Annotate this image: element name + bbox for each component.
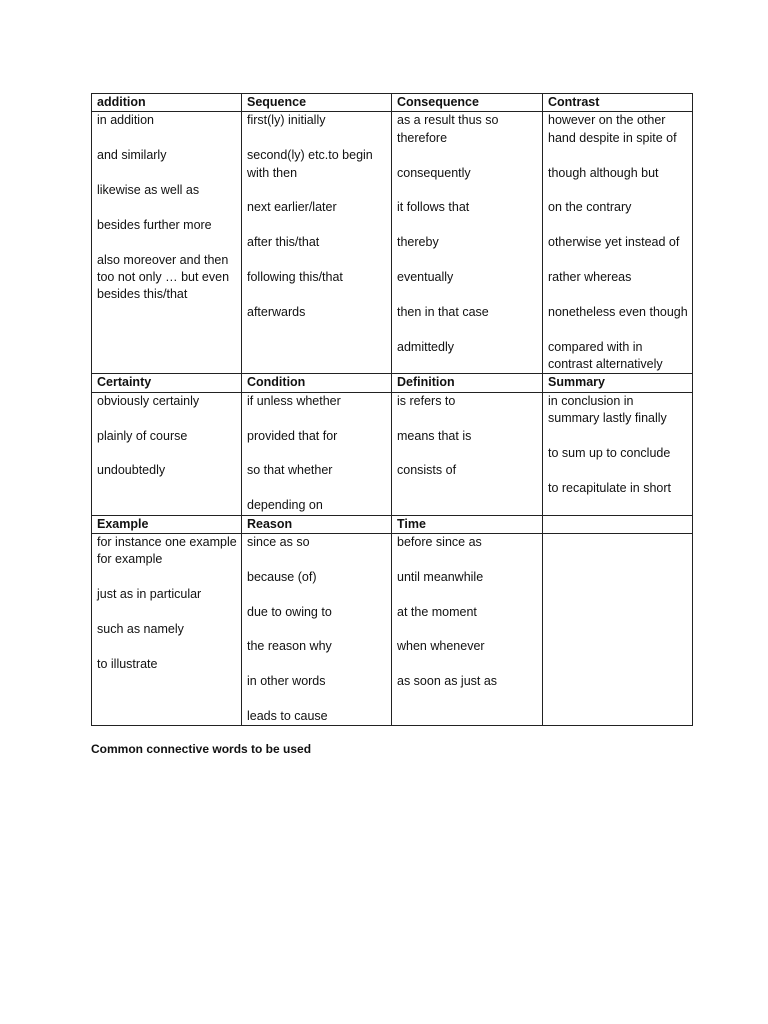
column-header: addition — [92, 94, 242, 112]
connective-entry: first(ly) initially — [247, 113, 326, 128]
connective-entry: the reason why — [247, 639, 332, 654]
connective-entry: means that is — [397, 428, 472, 443]
content-cell — [543, 534, 693, 726]
column-header: Time — [392, 515, 543, 533]
header-row — [92, 515, 693, 533]
connective-entry: afterwards — [247, 304, 306, 319]
content-cell — [543, 112, 693, 374]
content-cell — [392, 392, 543, 515]
connective-entry: due to owing to — [247, 604, 332, 619]
content-cell — [392, 112, 543, 374]
connective-entry: when whenever — [397, 639, 485, 654]
connective-entry: thereby — [397, 235, 439, 250]
content-cell — [543, 392, 693, 515]
column-header: Reason — [242, 515, 392, 533]
content-row — [92, 534, 693, 726]
connective-entry: consists of — [397, 463, 457, 478]
connective-entry: to illustrate — [97, 656, 158, 671]
connective-entry: eventually — [397, 270, 454, 284]
connective-entry: such as namely — [97, 622, 184, 637]
table-body — [92, 94, 693, 726]
connective-entry: if unless whether — [247, 393, 341, 408]
column-header: Example — [92, 515, 242, 533]
connective-entry: provided that for — [247, 428, 338, 443]
connective-entry: otherwise yet instead of — [548, 235, 680, 250]
connective-entry: since as so — [247, 535, 310, 550]
connective-entry: undoubtedly — [97, 463, 166, 478]
content-row — [92, 112, 693, 374]
content-cell — [392, 534, 543, 726]
column-header: Consequence — [392, 94, 543, 112]
connective-entry: in other words — [247, 674, 326, 689]
column-header: Contrast — [543, 94, 693, 112]
connective-entry: in conclusion in summary lastly finally — [548, 393, 667, 426]
connective-entry: to sum up to conclude — [548, 446, 671, 461]
connective-entry: because (of) — [247, 569, 317, 584]
connective-entry: however on the other hand despite in spite of — [548, 113, 677, 145]
content-cell — [242, 392, 392, 515]
content-row — [92, 392, 693, 515]
connective-entry: before since as — [397, 535, 482, 550]
connective-entry: then in that case — [397, 304, 489, 319]
column-header: Definition — [392, 374, 543, 392]
connective-entry: on the contrary — [548, 200, 632, 215]
content-cell — [92, 534, 242, 726]
connective-entry: depending on — [247, 498, 323, 513]
connective-entry: it follows that — [397, 200, 470, 215]
content-cell — [242, 112, 392, 374]
connective-entry: to recapitulate in short — [548, 480, 671, 495]
header-row — [92, 374, 693, 392]
connective-entry: besides further more — [97, 217, 212, 232]
connectives-table — [91, 93, 693, 726]
connective-entry: following this/that — [247, 270, 343, 284]
connective-entry: consequently — [397, 165, 471, 180]
connective-entry: rather whereas — [548, 270, 632, 284]
content-cell — [242, 534, 392, 726]
connective-entry: for instance one example for example — [97, 535, 237, 567]
connective-entry: in addition — [97, 113, 154, 128]
column-header: Sequence — [242, 94, 392, 112]
connective-entry: just as in particular — [97, 587, 202, 602]
column-header: Condition — [242, 374, 392, 392]
header-row — [92, 94, 693, 112]
table-caption: Common connective words to be used — [91, 742, 312, 756]
connective-entry: leads to cause — [247, 709, 328, 723]
column-header — [543, 515, 693, 533]
connective-entry: and similarly — [97, 148, 167, 163]
connective-entry: as soon as just as — [397, 674, 498, 689]
connective-entry: as a result thus so therefore — [397, 113, 499, 145]
content-cell — [92, 112, 242, 374]
connective-entry: next earlier/later — [247, 200, 337, 215]
connective-entry: until meanwhile — [397, 569, 484, 584]
connective-entry: after this/that — [247, 235, 320, 250]
connective-entry: plainly of course — [97, 428, 188, 443]
column-header: Summary — [543, 374, 693, 392]
connective-entry: compared with in contrast alternatively — [548, 339, 663, 371]
content-cell — [92, 392, 242, 515]
connective-entry: admittedly — [397, 339, 454, 354]
connective-entry: second(ly) etc.to begin with then — [247, 148, 373, 180]
connective-entry: so that whether — [247, 463, 333, 478]
connective-entry: obviously certainly — [97, 393, 200, 408]
connective-entry: is refers to — [397, 393, 456, 408]
connective-entry: at the moment — [397, 604, 477, 619]
connective-entry: also moreover and then too not only … but even besides this/that — [97, 252, 230, 302]
connective-entry: likewise as well as — [97, 183, 200, 197]
connective-entry: though although but — [548, 165, 659, 180]
column-header: Certainty — [92, 374, 242, 392]
connective-entry: nonetheless even though — [548, 304, 688, 319]
